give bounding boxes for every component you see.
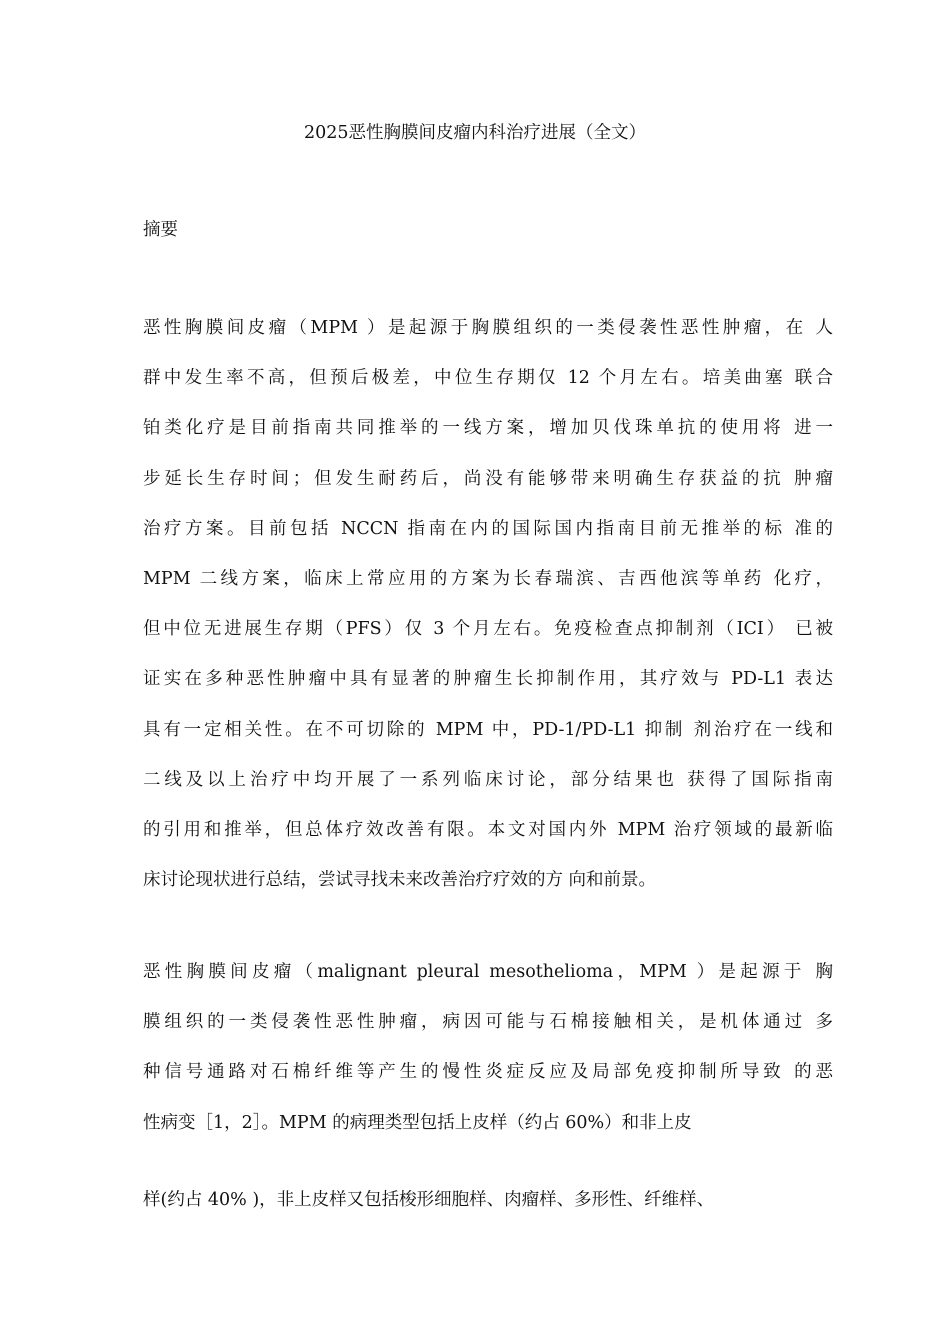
text-line: 样(约占 40% )，非上皮样又包括梭形细胞样、肉瘤样、多形性、纤维样、 (143, 1190, 715, 1210)
text-line: 的引用和推举，但总体疗效改善有限。本文对国内外 MPM 治疗领域的最新临 (143, 819, 833, 840)
continuation-paragraph (143, 1186, 833, 1236)
text-line: 治疗方案。目前包括 NCCN 指南在内的国际国内指南目前无推举的标 准的 (143, 518, 833, 539)
text-line: 恶性胸膜间皮瘤（MPM ）是起源于胸膜组织的一类侵袭性恶性肿瘤，在 人 (143, 318, 833, 338)
text-line: 步延长生存时间；但发生耐药后，尚没有能够带来明确生存获益的抗 肿瘤 (143, 468, 833, 489)
text-line: 具有一定相关性。在不可切除的 MPM 中，PD-1/PD-L1 抑制 剂治疗在一线和 (143, 719, 833, 740)
text-line: 膜组织的一类侵袭性恶性肿瘤，病因可能与石棉接触相关，是机体通过 多 (143, 1012, 833, 1033)
text-line: 群中发生率不高，但预后极差，中位生存期仅 12 个月左右。培美曲塞 联合 (143, 368, 833, 389)
text-line: MPM 二线方案，临床上常应用的方案为长春瑞滨、吉西他滨等单药 化疗， (143, 568, 833, 589)
text-line: 二线及以上治疗中均开展了一系列临床讨论，部分结果也 获得了国际指南 (143, 769, 833, 790)
text-line: 铂类化疗是目前指南共同推举的一线方案，增加贝伐珠单抗的使用将 进一 (143, 418, 833, 439)
text-line: 性病变［1，2］。MPM 的病理类型包括上皮样（约占 60%）和非上皮 (143, 1112, 692, 1133)
text-line: 恶性胸膜间皮瘤（malignant pleural mesothelioma，MPM ）是起源于 胸 (143, 962, 833, 982)
text-line: 但中位无进展生存期（PFS）仅 3 个月左右。免疫检查点抑制剂（ICI） 已被 (143, 619, 833, 640)
text-line: 证实在多种恶性肿瘤中具有显著的肿瘤生长抑制作用，其疗效与 PD-L1 表达 (143, 669, 833, 690)
document-title: 2025恶性胸膜间皮瘤内科治疗进展（全文） (303, 123, 647, 143)
body-paragraph (143, 958, 833, 1159)
abstract-paragraph (143, 314, 833, 916)
text-line: 床讨论现状进行总结，尝试寻找未来改善治疗疗效的方 向和前景。 (143, 870, 657, 891)
abstract-heading: 摘要 (143, 220, 178, 240)
text-line: 种信号通路对石棉纤维等产生的慢性炎症反应及局部免疫抑制所导致 的恶 (143, 1062, 833, 1083)
